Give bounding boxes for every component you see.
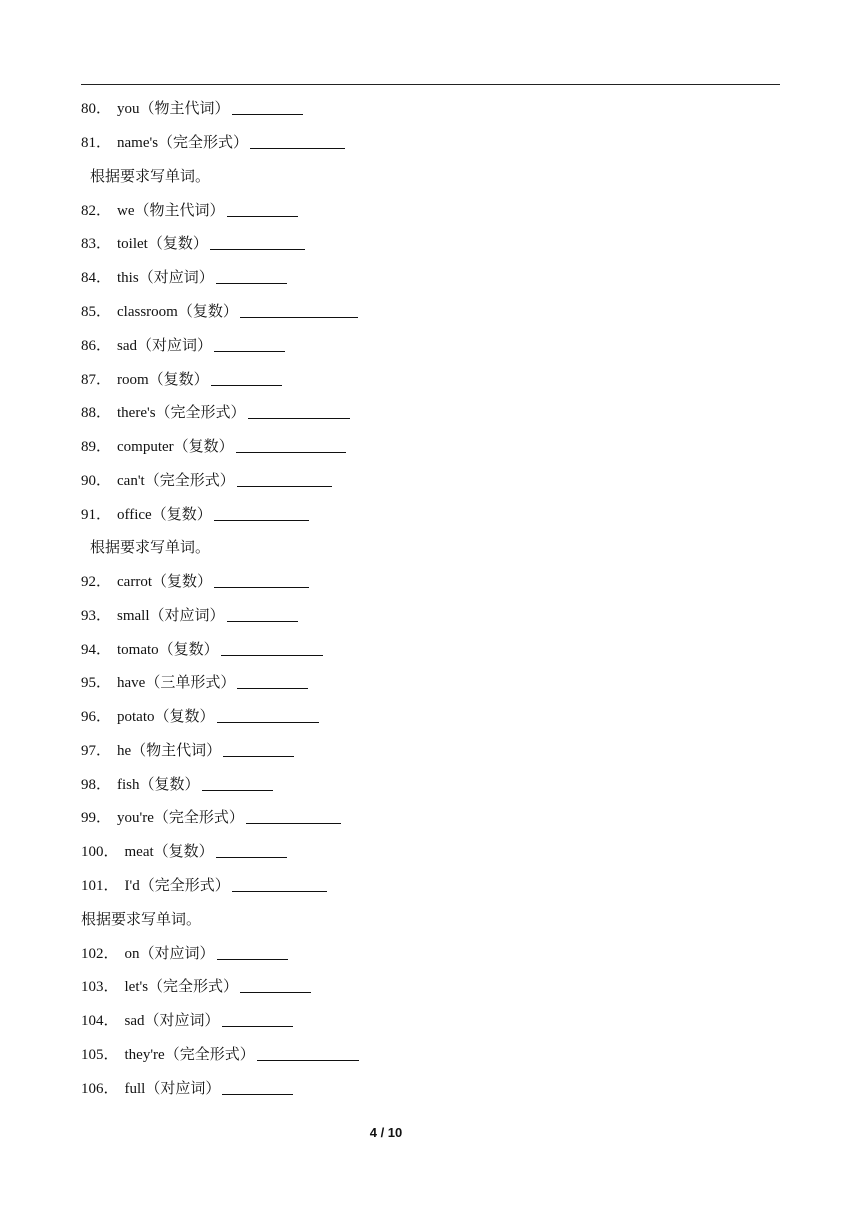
answer-blank[interactable] xyxy=(246,809,341,824)
question-number: 106． xyxy=(81,1080,119,1097)
answer-blank[interactable] xyxy=(214,573,309,588)
question-number: 84． xyxy=(81,270,112,287)
question-number: 86． xyxy=(81,337,112,354)
answer-blank[interactable] xyxy=(237,472,332,487)
question-prompt: he（物主代词） xyxy=(117,742,222,759)
question-item xyxy=(81,564,780,598)
question-prompt: tomato（复数） xyxy=(117,641,219,658)
question-item xyxy=(81,327,780,361)
answer-blank[interactable] xyxy=(221,641,324,656)
question-prompt: name's（完全形式） xyxy=(117,135,249,152)
answer-blank[interactable] xyxy=(240,303,359,318)
question-list xyxy=(81,91,780,1104)
question-number: 96． xyxy=(81,709,112,726)
question-number: 90． xyxy=(81,472,112,489)
answer-blank[interactable] xyxy=(250,134,345,149)
question-item xyxy=(81,226,780,260)
answer-blank[interactable] xyxy=(222,1012,293,1027)
question-prompt: we（物主代词） xyxy=(117,202,225,219)
answer-blank[interactable] xyxy=(232,100,303,115)
section-instruction: 根据要求写单词。 xyxy=(81,911,202,928)
question-number: 99． xyxy=(81,810,112,827)
question-number: 80． xyxy=(81,101,112,118)
question-number: 101． xyxy=(81,877,119,894)
question-item xyxy=(81,125,780,159)
question-prompt: sad（对应词） xyxy=(117,337,213,354)
question-prompt: small（对应词） xyxy=(117,607,225,624)
question-prompt: sad（对应词） xyxy=(124,1013,220,1030)
question-number: 105． xyxy=(81,1046,119,1063)
question-item xyxy=(81,631,780,665)
question-item xyxy=(81,834,780,868)
question-item xyxy=(81,733,780,767)
question-item xyxy=(81,969,780,1003)
question-item xyxy=(81,462,780,496)
answer-blank[interactable] xyxy=(214,506,309,521)
answer-blank[interactable] xyxy=(222,1080,293,1095)
question-number: 97． xyxy=(81,742,112,759)
answer-blank[interactable] xyxy=(240,978,311,993)
question-item xyxy=(81,868,780,902)
question-number: 87． xyxy=(81,371,112,388)
answer-blank[interactable] xyxy=(237,674,308,689)
answer-blank[interactable] xyxy=(248,404,351,419)
question-item xyxy=(81,429,780,463)
question-number: 93． xyxy=(81,607,112,624)
question-number: 83． xyxy=(81,236,112,253)
question-prompt: office（复数） xyxy=(117,506,212,523)
question-number: 95． xyxy=(81,675,112,692)
answer-blank[interactable] xyxy=(257,1046,360,1061)
question-prompt: you（物主代词） xyxy=(117,101,230,118)
question-prompt: fish（复数） xyxy=(117,776,200,793)
question-number: 94． xyxy=(81,641,112,658)
question-prompt: computer（复数） xyxy=(117,439,234,456)
answer-blank[interactable] xyxy=(202,776,273,791)
question-number: 92． xyxy=(81,574,112,591)
question-item xyxy=(81,496,780,530)
question-item xyxy=(81,294,780,328)
answer-blank[interactable] xyxy=(232,877,327,892)
answer-blank[interactable] xyxy=(223,742,294,757)
question-prompt: full（对应词） xyxy=(124,1080,221,1097)
question-number: 104． xyxy=(81,1013,119,1030)
answer-blank[interactable] xyxy=(236,438,347,453)
answer-blank[interactable] xyxy=(216,843,287,858)
answer-blank[interactable] xyxy=(217,708,320,723)
question-number: 88． xyxy=(81,405,112,422)
answer-blank[interactable] xyxy=(210,235,305,250)
question-number: 102． xyxy=(81,945,119,962)
question-prompt: on（对应词） xyxy=(124,945,215,962)
question-item xyxy=(81,1003,780,1037)
section-instruction: 根据要求写单词。 xyxy=(90,540,211,557)
answer-blank[interactable] xyxy=(227,607,298,622)
question-item xyxy=(81,192,780,226)
question-item xyxy=(81,260,780,294)
question-prompt: carrot（复数） xyxy=(117,574,212,591)
question-item xyxy=(81,597,780,631)
question-prompt: room（复数） xyxy=(117,371,209,388)
question-prompt: toilet（复数） xyxy=(117,236,208,253)
question-number: 81． xyxy=(81,135,112,152)
question-item xyxy=(81,395,780,429)
answer-blank[interactable] xyxy=(211,371,282,386)
question-number: 103． xyxy=(81,979,119,996)
question-number: 98． xyxy=(81,776,112,793)
page-number: 4 / 10 xyxy=(369,1125,403,1140)
answer-blank[interactable] xyxy=(214,337,285,352)
question-item xyxy=(81,800,780,834)
question-number: 100． xyxy=(81,844,119,861)
question-prompt: meat（复数） xyxy=(124,844,214,861)
question-item xyxy=(81,1070,780,1104)
question-prompt: can't（完全形式） xyxy=(117,472,235,489)
question-prompt: let's（完全形式） xyxy=(124,979,239,996)
answer-blank[interactable] xyxy=(217,945,288,960)
question-prompt: potato（复数） xyxy=(117,709,215,726)
question-prompt: they're（完全形式） xyxy=(124,1046,255,1063)
section-instruction: 根据要求写单词。 xyxy=(90,168,211,185)
question-item xyxy=(81,1036,780,1070)
question-item xyxy=(81,361,780,395)
question-prompt: have（三单形式） xyxy=(117,675,236,692)
answer-blank[interactable] xyxy=(216,269,287,284)
answer-blank[interactable] xyxy=(227,202,298,217)
question-prompt: you're（完全形式） xyxy=(117,810,244,827)
question-prompt: I'd（完全形式） xyxy=(124,877,230,894)
question-item xyxy=(81,766,780,800)
question-number: 91． xyxy=(81,506,112,523)
question-item xyxy=(81,935,780,969)
question-prompt: classroom（复数） xyxy=(117,303,238,320)
question-prompt: there's（完全形式） xyxy=(117,405,246,422)
question-item xyxy=(81,665,780,699)
question-item xyxy=(81,699,780,733)
question-number: 85． xyxy=(81,303,112,320)
question-prompt: this（对应词） xyxy=(117,270,214,287)
question-number: 89． xyxy=(81,439,112,456)
header-rule xyxy=(81,84,780,85)
question-item xyxy=(81,91,780,125)
question-number: 82． xyxy=(81,202,112,219)
